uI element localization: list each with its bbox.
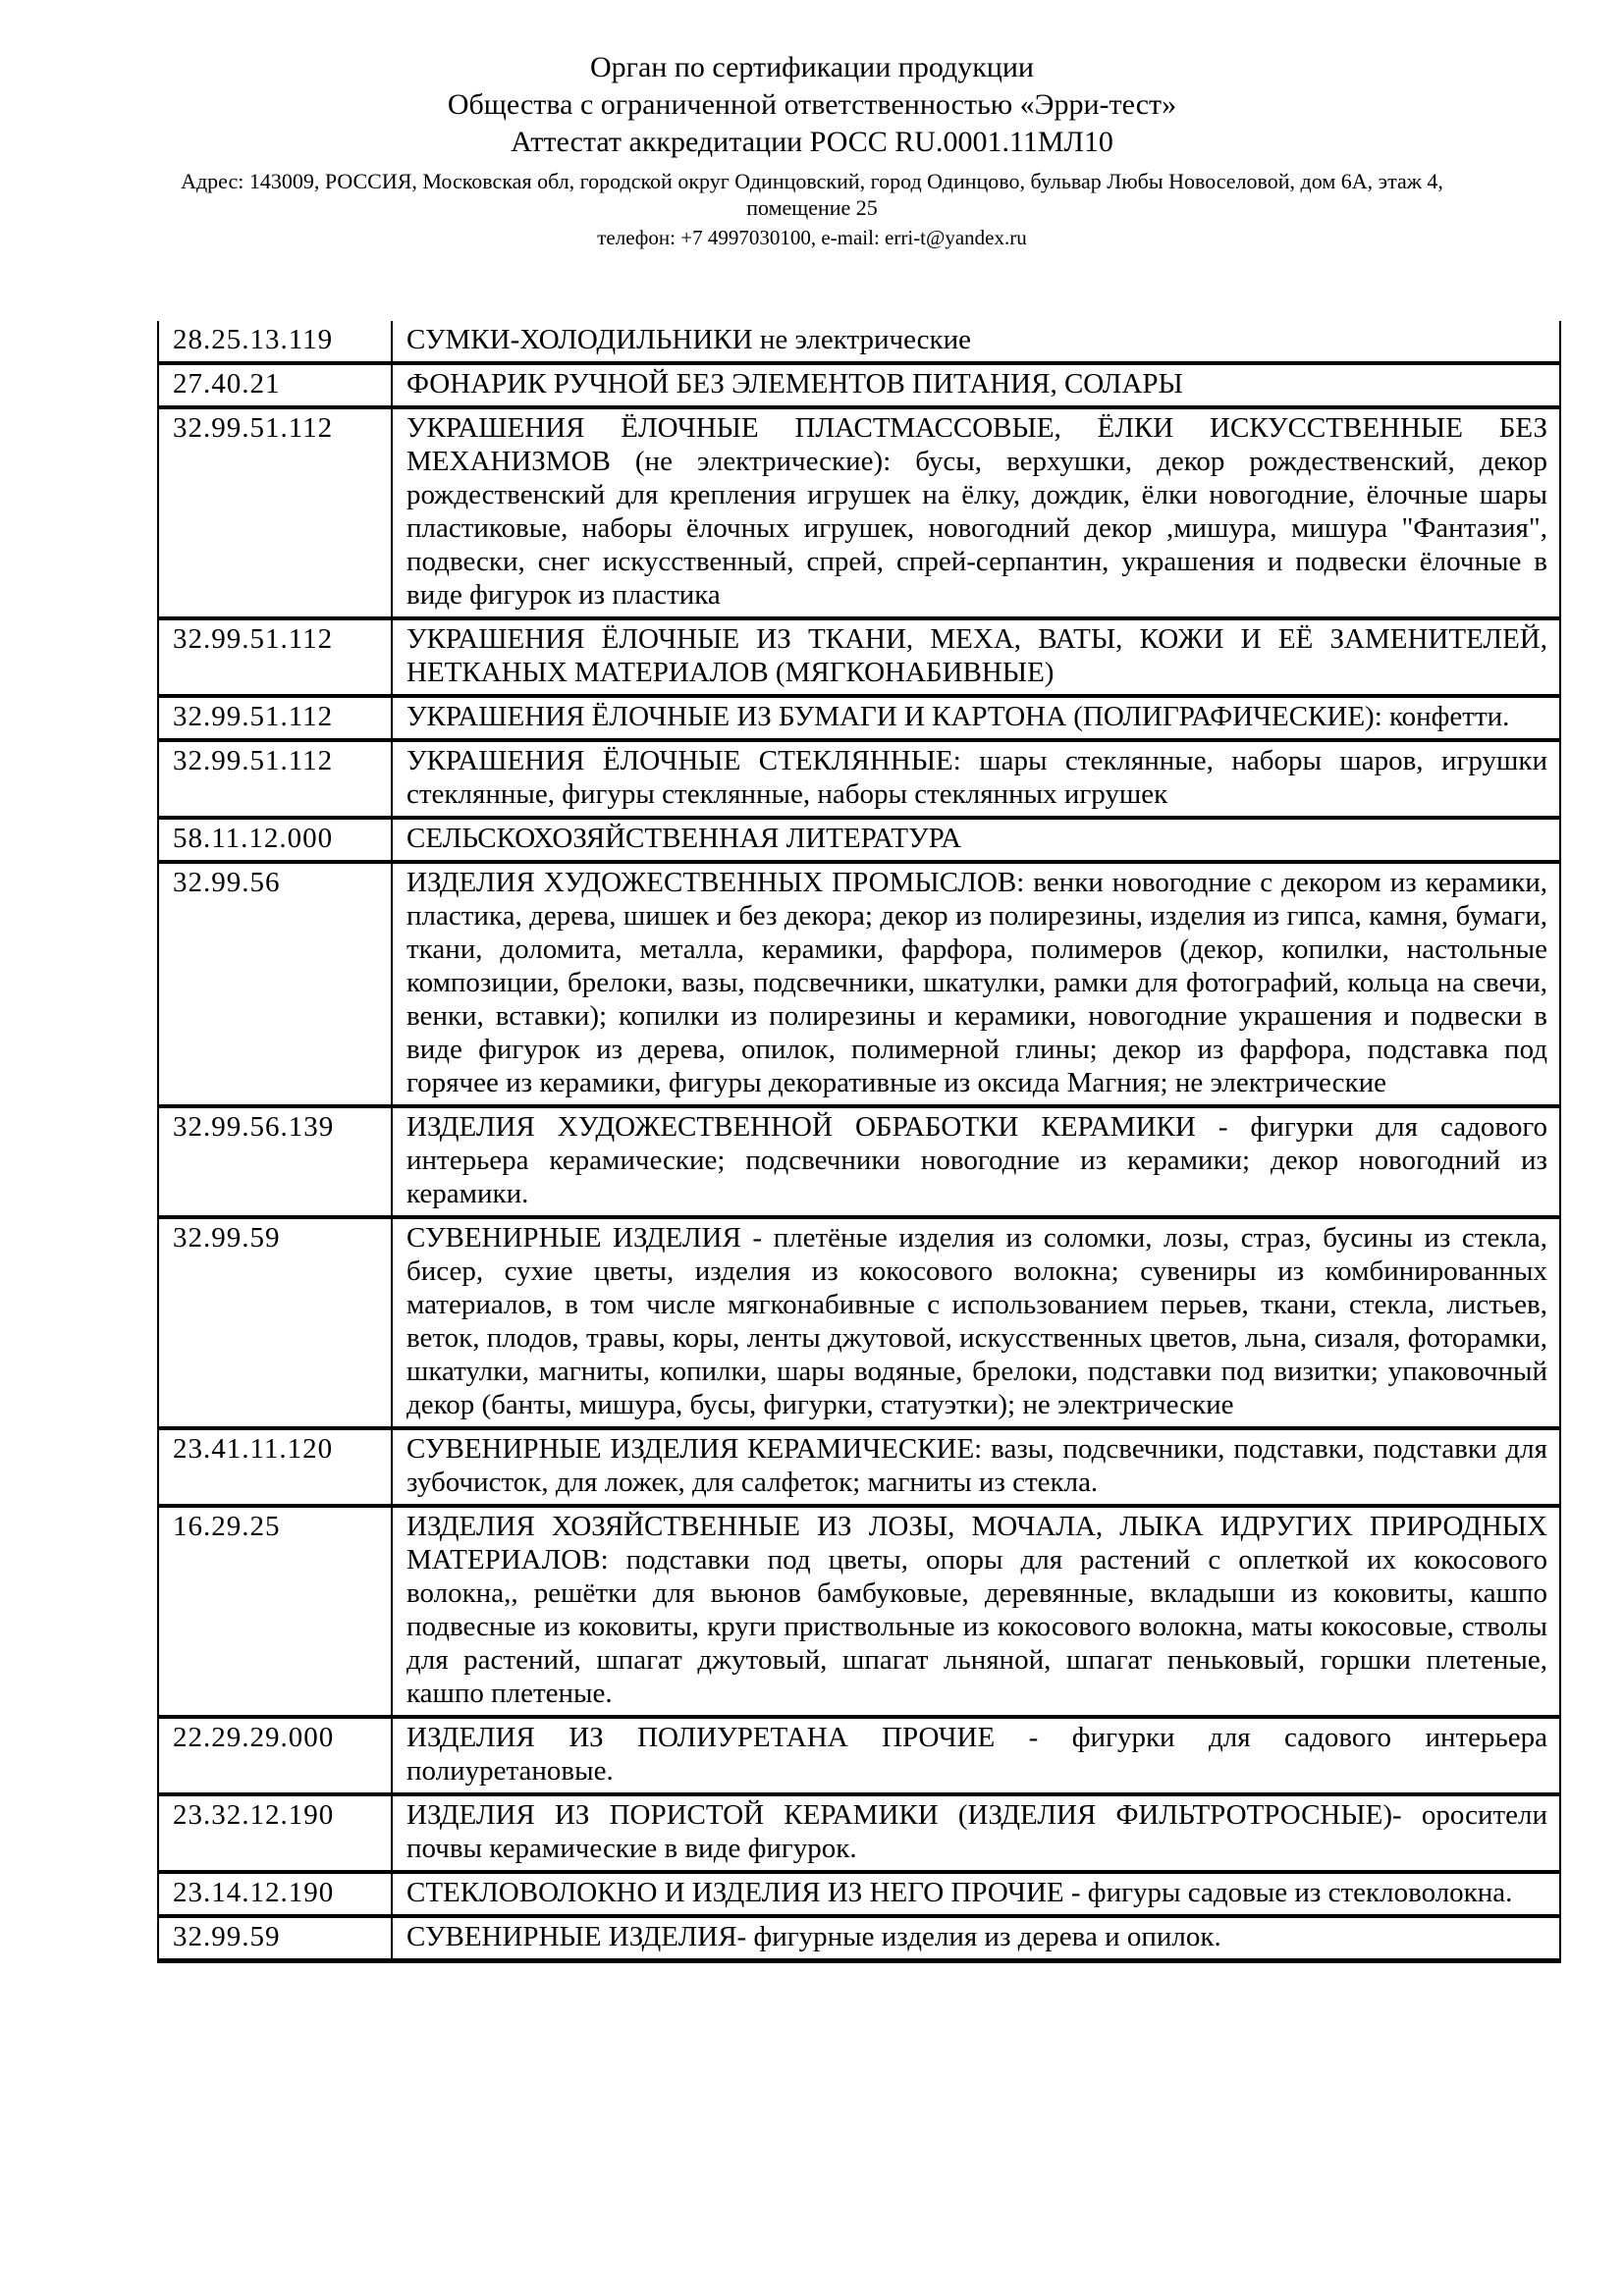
- product-code-cell: 32.99.51.112: [158, 618, 392, 696]
- org-address-line1: Адрес: 143009, РОССИЯ, Московская обл, городской округ Одинцовский, город Одинцово, бульвар Любы Новоселовой, дом 6А, этаж 4,: [181, 169, 1443, 193]
- product-description-cell: УКРАШЕНИЯ ЁЛОЧНЫЕ ПЛАСТМАССОВЫЕ, ЁЛКИ ИСКУССТВЕННЫЕ БЕЗ МЕХАНИЗМОВ (не электрические): бусы, верхушки, декор рождественский, декор рождественский для крепления игрушек на ёлку, дождик, ёлки новогодние, ёлочные шары пластиковые, наборы ёлочных игрушек, новогодний декор ,мишура, мишура "Фантазия", подвески, снег искусственный, спрей, спрей-серпантин, украшения и подвески ёлочные в виде фигурок из пластика: [392, 407, 1560, 618]
- product-code-cell: 23.41.11.120: [158, 1428, 392, 1506]
- table-row: [158, 321, 1560, 363]
- table-row: [158, 1428, 1560, 1506]
- org-address-line2: помещение 25: [746, 195, 878, 220]
- product-description-cell: СУВЕНИРНЫЕ ИЗДЕЛИЯ КЕРАМИЧЕСКИЕ: вазы, подсвечники, подставки, подставки для зубочисток, для ложек, для салфеток; магниты из стекла.: [392, 1428, 1560, 1506]
- product-description-cell: СЕЛЬСКОХОЗЯЙСТВЕННАЯ ЛИТЕРАТУРА: [392, 818, 1560, 862]
- table-row: [158, 618, 1560, 696]
- org-name: Общества с ограниченной ответственностью «Эрри-тест»: [447, 88, 1177, 121]
- product-code-cell: 32.99.51.112: [158, 696, 392, 740]
- product-code-cell: 32.99.56: [158, 862, 392, 1106]
- product-code-cell: 32.99.51.112: [158, 740, 392, 818]
- org-contact: телефон: +7 4997030100, e-mail: erri-t@yandex.ru: [597, 226, 1027, 249]
- table-row: [158, 862, 1560, 1106]
- table-row: [158, 1794, 1560, 1872]
- product-code-cell: 58.11.12.000: [158, 818, 392, 862]
- table-row: [158, 1916, 1560, 1961]
- table-row: [158, 818, 1560, 862]
- product-description-cell: ИЗДЕЛИЯ ИЗ ПОРИСТОЙ КЕРАМИКИ (ИЗДЕЛИЯ ФИЛЬТРОТРОСНЫЕ)- оросители почвы керамические в виде фигурок.: [392, 1794, 1560, 1872]
- table-row: [158, 1217, 1560, 1428]
- product-code-cell: 32.99.51.112: [158, 407, 392, 618]
- product-description-cell: ИЗДЕЛИЯ ХОЗЯЙСТВЕННЫЕ ИЗ ЛОЗЫ, МОЧАЛА, ЛЫКА ИДРУГИХ ПРИРОДНЫХ МАТЕРИАЛОВ: подставки под цветы, опоры для растений с оплеткой их кокосового волокна,, решётки для вьюнов бамбуковые, деревянные, вкладыши из коковиты, кашпо подвесные из коковиты, круги приствольные из кокосового волокна, маты кокосовые, стволы для растений, шпагат джутовый, шпагат льняной, шпагат пеньковый, горшки плетеные, кашпо плетеные.: [392, 1506, 1560, 1717]
- product-code-cell: 23.32.12.190: [158, 1794, 392, 1872]
- product-description-cell: ИЗДЕЛИЯ ХУДОЖЕСТВЕННЫХ ПРОМЫСЛОВ: венки новогодние с декором из керамики, пластика, дерева, шишек и без декора; декор из полирезины, изделия из гипса, камня, бумаги, ткани, доломита, металла, керамики, фарфора, полимеров (декор, копилки, настольные композиции, брелоки, вазы, подсвечники, шкатулки, рамки для фотографий, кольца на свечи, венки, вставки); копилки из полирезины и керамики, новогодние украшения и подвески в виде фигурок из дерева, опилок, полимерной глины; декор из фарфора, подставка под горячее из керамики, фигуры декоративные из оксида Магния; не электрические: [392, 862, 1560, 1106]
- product-description-cell: УКРАШЕНИЯ ЁЛОЧНЫЕ СТЕКЛЯННЫЕ: шары стеклянные, наборы шаров, игрушки стеклянные, фигуры стеклянные, наборы стеклянных игрушек: [392, 740, 1560, 818]
- table-row: [158, 696, 1560, 740]
- accreditation-certificate: Аттестат аккредитации РОСС RU.0001.11МЛ10: [511, 126, 1113, 158]
- product-code-cell: 28.25.13.119: [158, 321, 392, 363]
- table-row: [158, 1506, 1560, 1717]
- table-row: [158, 1717, 1560, 1794]
- product-description-cell: УКРАШЕНИЯ ЁЛОЧНЫЕ ИЗ ТКАНИ, МЕХА, ВАТЫ, КОЖИ И ЕЁ ЗАМЕНИТЕЛЕЙ, НЕТКАНЫХ МАТЕРИАЛОВ (МЯГКОНАБИВНЫЕ): [392, 618, 1560, 696]
- table-row: [158, 1106, 1560, 1217]
- product-codes-table: [157, 321, 1561, 1963]
- product-code-cell: 23.14.12.190: [158, 1872, 392, 1916]
- table-row: [158, 407, 1560, 618]
- certification-body-header: [0, 49, 1624, 250]
- product-code-cell: 22.29.29.000: [158, 1717, 392, 1794]
- product-code-cell: 16.29.25: [158, 1506, 392, 1717]
- product-description-cell: СТЕКЛОВОЛОКНО И ИЗДЕЛИЯ ИЗ НЕГО ПРОЧИЕ - фигуры садовые из стекловолокна.: [392, 1872, 1560, 1916]
- product-description-cell: УКРАШЕНИЯ ЁЛОЧНЫЕ ИЗ БУМАГИ И КАРТОНА (ПОЛИГРАФИЧЕСКИЕ): конфетти.: [392, 696, 1560, 740]
- product-description-cell: СУВЕНИРНЫЕ ИЗДЕЛИЯ - плетёные изделия из соломки, лозы, страз, бусины из стекла, бисер, сухие цветы, изделия из кокосового волокна; сувениры из комбинированных материалов, в том числе мягконабивные с использованием перьев, ткани, стекла, листьев, веток, плодов, травы, коры, ленты джутовой, искусственных цветов, льна, сизаля, фоторамки, шкатулки, магниты, копилки, шары водяные, брелоки, подставки под визитки; упаковочный декор (банты, мишура, бусы, фигурки, статуэтки); не электрические: [392, 1217, 1560, 1428]
- org-title: Орган по сертификации продукции: [590, 51, 1034, 83]
- product-code-cell: 32.99.59: [158, 1217, 392, 1428]
- product-code-cell: 32.99.56.139: [158, 1106, 392, 1217]
- product-code-cell: 27.40.21: [158, 363, 392, 407]
- product-codes-table-body: [158, 321, 1560, 1961]
- table-row: [158, 363, 1560, 407]
- product-description-cell: СУВЕНИРНЫЕ ИЗДЕЛИЯ- фигурные изделия из дерева и опилок.: [392, 1916, 1560, 1961]
- table-row: [158, 1872, 1560, 1916]
- table-row: [158, 740, 1560, 818]
- product-description-cell: СУМКИ-ХОЛОДИЛЬНИКИ не электрические: [392, 321, 1560, 363]
- product-description-cell: ИЗДЕЛИЯ ХУДОЖЕСТВЕННОЙ ОБРАБОТКИ КЕРАМИКИ - фигурки для садового интерьера керамические; подсвечники новогодние из керамики; декор новогодний из керамики.: [392, 1106, 1560, 1217]
- product-code-cell: 32.99.59: [158, 1916, 392, 1961]
- product-description-cell: ФОНАРИК РУЧНОЙ БЕЗ ЭЛЕМЕНТОВ ПИТАНИЯ, СОЛАРЫ: [392, 363, 1560, 407]
- product-description-cell: ИЗДЕЛИЯ ИЗ ПОЛИУРЕТАНА ПРОЧИЕ - фигурки для садового интерьера полиуретановые.: [392, 1717, 1560, 1794]
